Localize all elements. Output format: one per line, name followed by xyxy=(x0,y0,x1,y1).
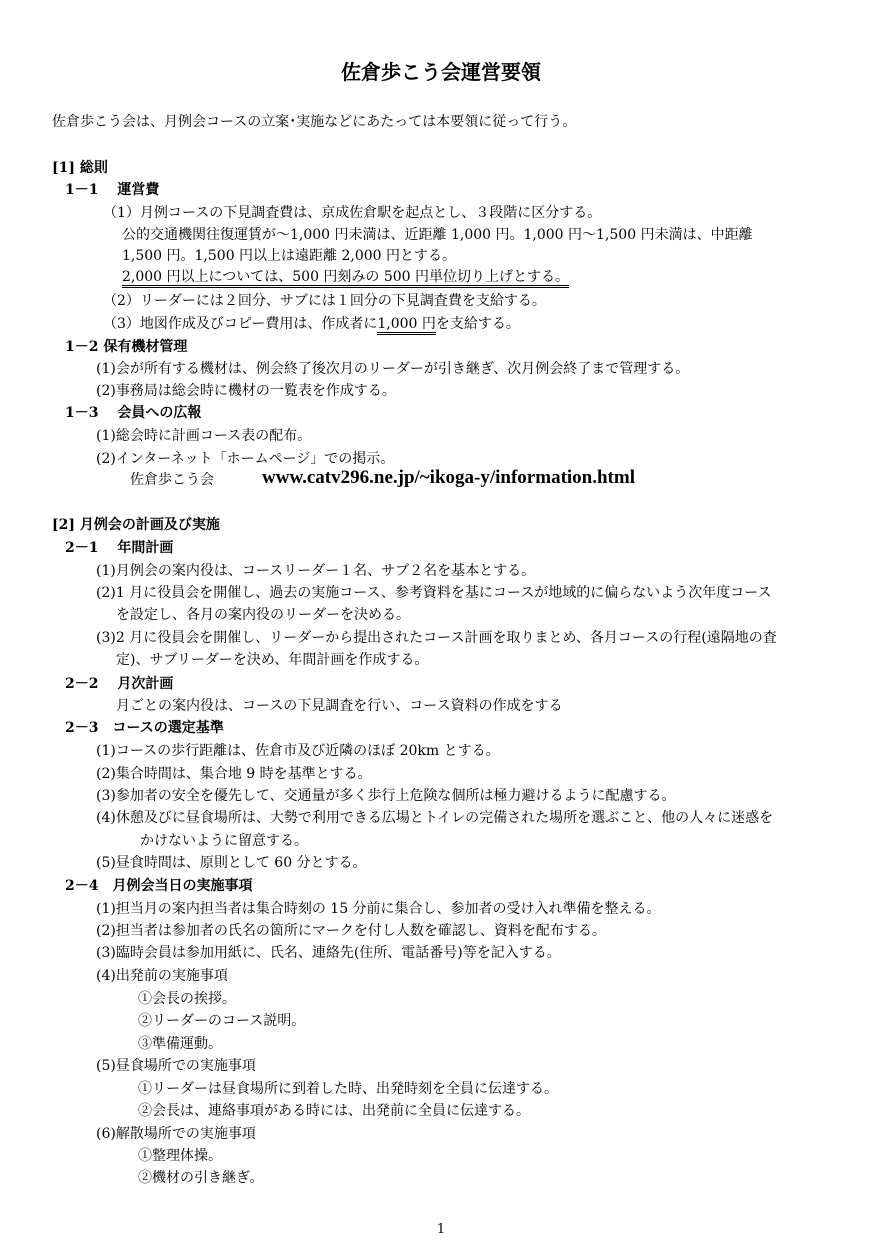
s11-item-1-line-4 xyxy=(122,267,569,287)
section-2-2-heading: 2－2 月次計画 xyxy=(65,676,174,692)
s21-item-3-line-2: 定)、サブリーダーを決め、年間計画を作成する。 xyxy=(116,652,429,668)
s11-item-3-post: を支給する。 xyxy=(435,316,520,332)
s24-item-2: (2)担当者は参加者の氏名の箇所にマークを付し人数を確認し、資料を配布する。 xyxy=(96,923,606,939)
s24-item-3: (3)臨時会員は参加用紙に、氏名、連絡先(住所、電話番号)等を記入する。 xyxy=(96,945,561,961)
s23-item-5: (5)昼食時間は、原則として 60 分とする。 xyxy=(96,855,367,871)
s24-item-5: (5)昼食場所での実施事項 xyxy=(96,1058,256,1074)
s24-item-1: (1)担当月の案内担当者は集合時刻の 15 分前に集合し、参加者の受け入れ準備を整える。 xyxy=(96,901,661,917)
s24-item-6-b: ②機材の引き継ぎ。 xyxy=(138,1170,264,1186)
page-number: 1 xyxy=(436,1222,446,1237)
s23-item-4: (4)休憩及びに昼食場所は、大勢で利用できる広場とトイレの完備された場所を選ぶこと、他の人々に迷惑を xyxy=(96,810,774,826)
s24-item-4: (4)出発前の実施事項 xyxy=(96,968,228,984)
s11-item-2: （2）リーダーには２回分、サブには１回分の下見調査費を支給する。 xyxy=(103,293,546,309)
s13-item-1: (1)総会時に計画コース表の配布。 xyxy=(96,428,312,444)
page-title: 佐倉歩こう会運営要領 xyxy=(341,60,541,84)
s12-item-1: (1)会が所有する機材は、例会終了後次月のリーダーが引き継ぎ、次月例会終了まで管理する。 xyxy=(96,361,690,377)
s23-item-2: (2)集合時間は、集合地 9 時を基準とする。 xyxy=(96,766,372,782)
s22-text: 月ごとの案内役は、コースの下見調査を行い、コース資料の作成をする xyxy=(116,698,563,714)
s24-item-5-b: ②会長は、連絡事項がある時には、出発前に全員に伝達する。 xyxy=(138,1103,530,1119)
s11-item-1-line-2: 公的交通機関往復運賃が～1,000 円未満は、近距離 1,000 円。1,000 円～1,500 円未満は、中距離 xyxy=(122,227,753,243)
s24-item-5-a: ①リーダーは昼食場所に到着した時、出発時刻を全員に伝達する。 xyxy=(138,1081,558,1097)
s12-item-2: (2)事務局は総会時に機材の一覧表を作成する。 xyxy=(96,383,396,399)
site-label: 佐倉歩こう会 xyxy=(130,472,214,488)
website-url[interactable]: www.catv296.ne.jp/~ikoga-y/information.html xyxy=(262,467,635,488)
s23-item-4-line-2: かけないように留意する。 xyxy=(140,833,308,849)
s23-item-3: (3)参加者の安全を優先して、交通量が多く歩行上危険な個所は極力避けるように配慮する。 xyxy=(96,788,676,804)
s11-item-1: （1）月例コースの下見調査費は、京成佐倉駅を起点とし、３段階に区分する。 xyxy=(103,205,602,221)
s11-item-3-amount: 1,000 円 xyxy=(377,316,436,335)
s24-item-4-c: ③準備運動。 xyxy=(138,1036,222,1052)
s21-item-2: (2)1 月に役員会を開催し、過去の実施コース、参考資料を基にコースが地域的に偏らないよう次年度コース xyxy=(96,585,772,601)
s23-item-1: (1)コースの歩行距離は、佐倉市及び近隣のほぼ 20km とする。 xyxy=(96,743,500,759)
s13-item-2: (2)インターネット「ホームページ」での掲示。 xyxy=(96,451,395,467)
s21-item-3: (3)2 月に役員会を開催し、リーダーから提出されたコース計画を取りまとめ、各月コースの行程(遠隔地の査 xyxy=(96,630,777,646)
s24-item-4-b: ②リーダーのコース説明。 xyxy=(138,1013,306,1029)
s11-item-3-pre: （3）地図作成及びコピー費用は、作成者に xyxy=(103,316,378,332)
section-1-1-heading: 1－1 運営費 xyxy=(65,182,160,198)
s24-item-6: (6)解散場所での実施事項 xyxy=(96,1126,256,1142)
section-2-heading: [2] 月例会の計画及び実施 xyxy=(52,517,220,533)
section-2-4-heading: 2－4 月例会当日の実施事項 xyxy=(65,878,253,894)
s21-item-1: (1)月例会の案内役は、コースリーダー１名、サブ２名を基本とする。 xyxy=(96,563,536,579)
section-2-3-heading: 2－3 コースの選定基準 xyxy=(65,720,224,736)
section-1-3-heading: 1－3 会員への広報 xyxy=(65,405,202,421)
section-1-2-heading: 1－2 保有機材管理 xyxy=(65,339,188,355)
s21-item-2-line-2: を設定し、各月の案内役のリーダーを決める。 xyxy=(116,607,410,623)
intro-text: 佐倉歩こう会は、月例会コースの立案･実施などにあたっては本要領に従って行う。 xyxy=(52,114,577,130)
s11-item-3 xyxy=(103,314,520,334)
section-1-heading: [1] 総則 xyxy=(52,160,108,176)
s11-item-1-line-3: 1,500 円。1,500 円以上は遠距離 2,000 円とする。 xyxy=(122,248,457,264)
s24-item-4-a: ①会長の挨拶。 xyxy=(138,991,236,1007)
s11-item-1-line-4-text: 2,000 円以上については、500 円刻みの 500 円単位切り上げとする。 xyxy=(122,269,569,288)
s24-item-6-a: ①整理体操。 xyxy=(138,1148,222,1164)
section-2-1-heading: 2－1 年間計画 xyxy=(65,540,174,556)
